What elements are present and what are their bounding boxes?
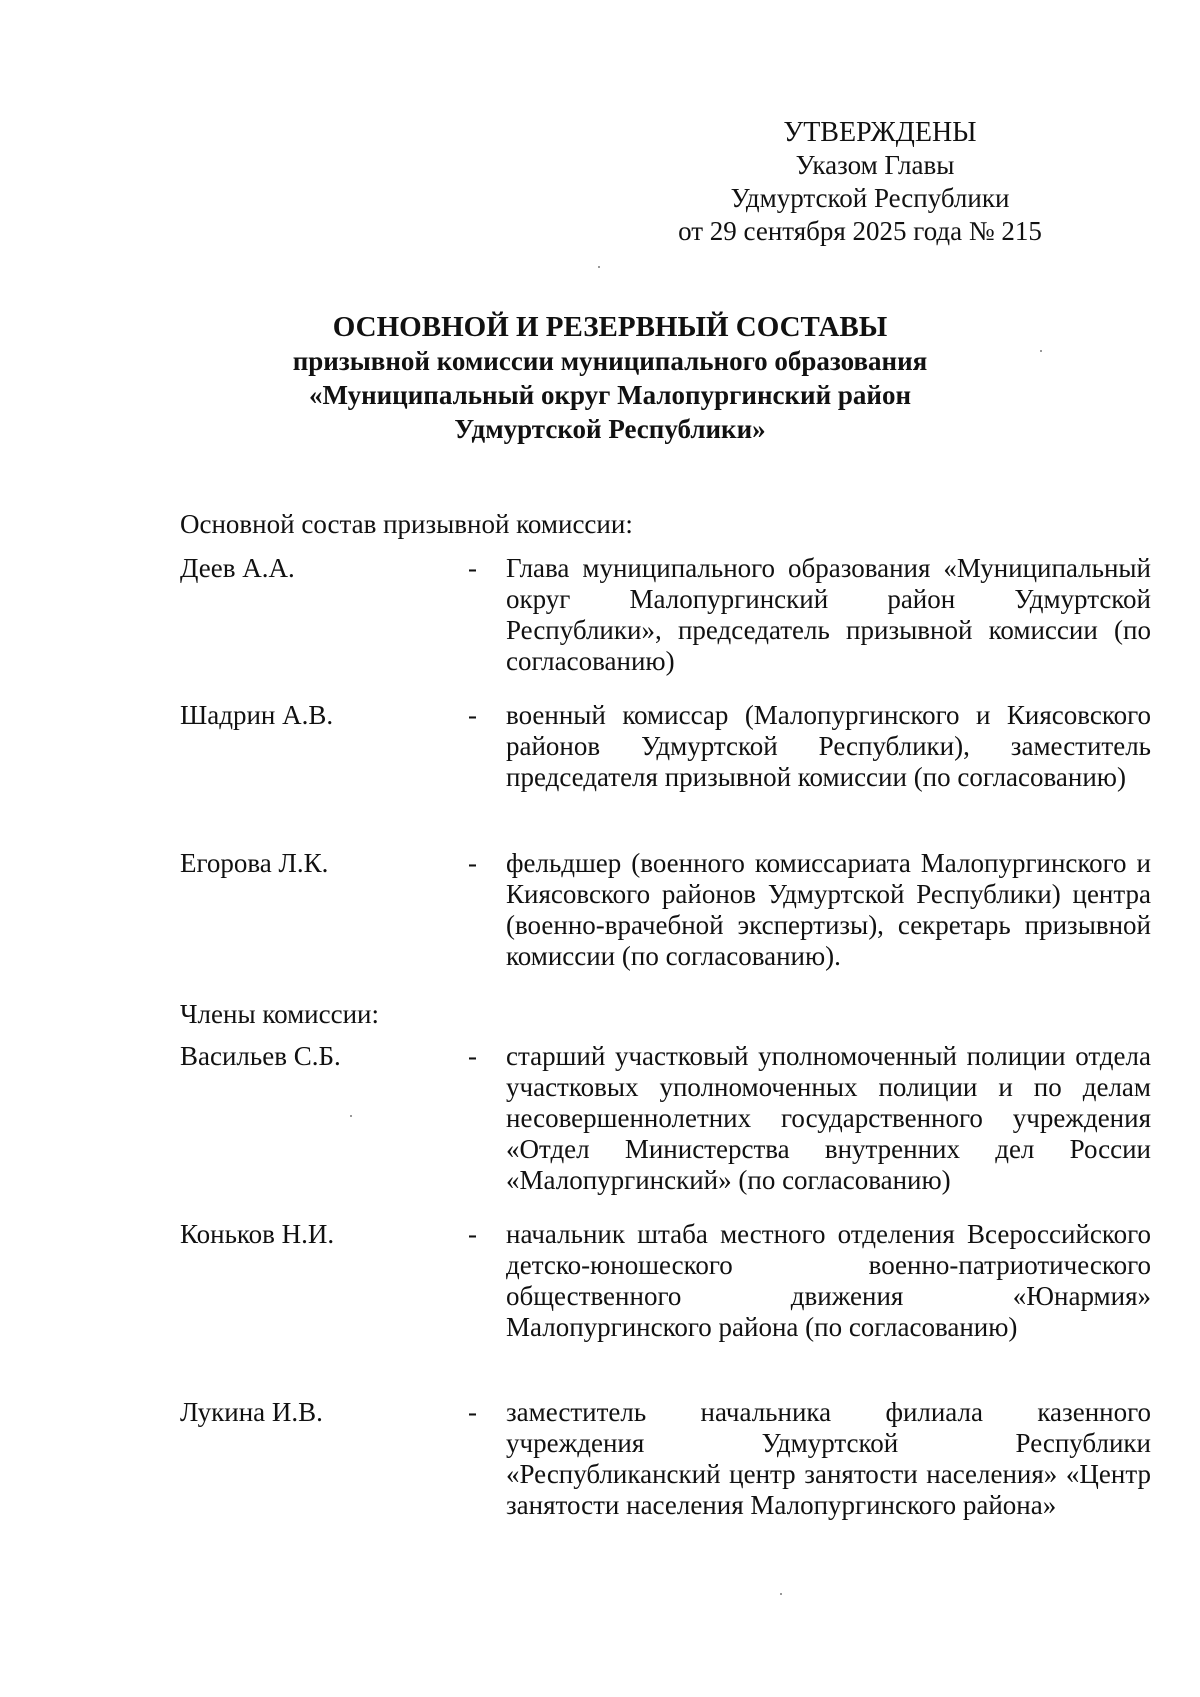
member-dash: - xyxy=(468,553,477,583)
member-description: старший участковый уполномоченный полиции отдела участковых уполномоченных полиции и по делам несовершеннолетних государственного учреждения «Отдел Министерства внутренних дел России «Малопургинский» (по согласованию) xyxy=(506,1041,1151,1195)
member-description: начальник штаба местного отделения Всероссийского детско-юношеского военно-патриотического общественного движения «Юнармия» Малопургинского района (по согласованию) xyxy=(506,1219,1151,1342)
member-dash: - xyxy=(468,700,477,730)
member-description: Глава муниципального образования «Муниципальный округ Малопургинский район Удмуртской Республики», председатель призывной комиссии (по согласованию) xyxy=(506,553,1151,676)
scan-speck xyxy=(598,266,600,268)
member-dash: - xyxy=(468,848,477,878)
approval-title: УТВЕРЖДЕНЫ xyxy=(783,117,977,148)
member-description: заместитель начальника филиала казенного учреждения Удмуртской Республики «Республиканский центр занятости населения» «Центр занятости населения Малопургинского района» xyxy=(506,1397,1151,1520)
member-name: Васильев С.Б. xyxy=(180,1041,341,1071)
scan-speck xyxy=(780,1593,782,1595)
members-section-label: Члены комиссии: xyxy=(180,999,379,1029)
member-description: фельдшер (военного комиссариата Малопургинского и Киясовского районов Удмуртской Республики) центра (военно-врачебной экспертизы), секретарь призывной комиссии (по согласованию). xyxy=(506,848,1151,971)
member-dash: - xyxy=(468,1397,477,1427)
member-name: Деев А.А. xyxy=(180,553,295,583)
member-name: Егорова Л.К. xyxy=(180,848,329,878)
approval-stamp xyxy=(600,116,1100,248)
scan-speck xyxy=(1040,350,1042,352)
member-dash: - xyxy=(468,1219,477,1249)
main-section-label: Основной состав призывной комиссии: xyxy=(180,509,633,539)
member-name: Шадрин А.В. xyxy=(180,700,334,730)
member-dash: - xyxy=(468,1041,477,1071)
member-description: военный комиссар (Малопургинского и Киясовского районов Удмуртской Республики), заместитель председателя призывной комиссии (по согласованию) xyxy=(506,700,1151,792)
heading-line-3: «Муниципальный округ Малопургинский район xyxy=(308,380,912,410)
member-name: Лукина И.В. xyxy=(180,1397,323,1427)
heading-line-4: Удмуртской Республики» xyxy=(454,414,766,444)
approval-line-3: от 29 сентября 2025 года № 215 xyxy=(678,216,1042,246)
heading-line-2: призывной комиссии муниципального образования xyxy=(292,346,928,376)
approval-line-1: Указом Главы xyxy=(795,150,955,180)
document-heading xyxy=(250,310,970,446)
heading-main: ОСНОВНОЙ И РЕЗЕРВНЫЙ СОСТАВЫ xyxy=(332,311,888,343)
approval-line-2: Удмуртской Республики xyxy=(730,183,1010,213)
member-name: Коньков Н.И. xyxy=(180,1219,335,1249)
scan-speck xyxy=(350,1115,352,1117)
